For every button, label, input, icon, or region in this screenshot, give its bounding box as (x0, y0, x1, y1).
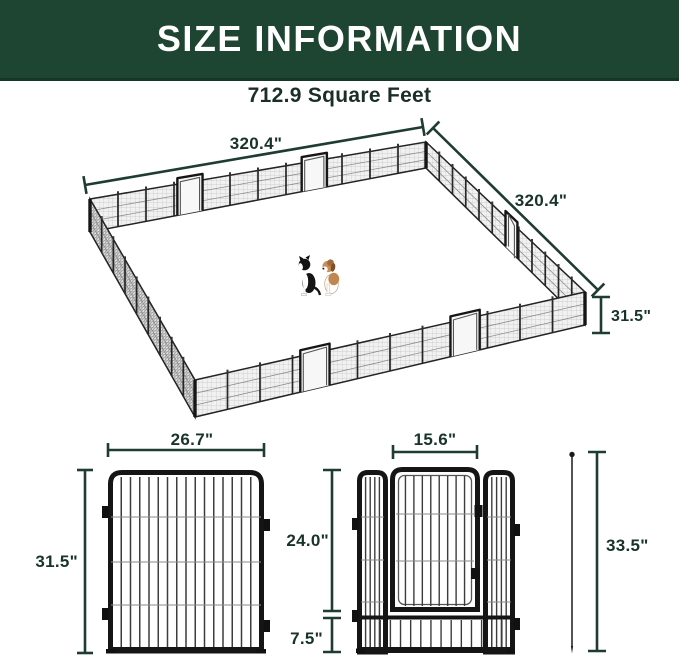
dim-door-width (393, 430, 477, 459)
dim-side-width (427, 122, 605, 297)
door-height-label: 24.0" (286, 531, 329, 550)
dim-door-height (286, 470, 341, 652)
dim-panel-height (35, 470, 93, 653)
door-width-label: 15.6" (413, 430, 457, 449)
ground-stake (569, 452, 574, 654)
dim-panel-width (108, 430, 264, 457)
stake-height-label: 33.5" (606, 536, 649, 555)
side-width-label: 320.4" (514, 191, 568, 210)
door-panel-diagram (286, 430, 648, 654)
door-bottom-gap-label: 7.5" (290, 629, 323, 648)
panel-height-label: 31.5" (35, 552, 78, 571)
area-title: 712.9 Square Feet (247, 84, 432, 107)
single-panel-diagram (35, 430, 270, 654)
fence-overview (83, 118, 651, 417)
dim-stake-height (588, 452, 649, 651)
dim-overview-height (592, 297, 651, 333)
dog-border-collie (298, 255, 320, 296)
panel-width-label: 26.7" (170, 430, 214, 449)
dog-beagle (322, 259, 339, 295)
back-width-label: 320.4" (229, 134, 283, 153)
page-title: SIZE INFORMATION (156, 18, 523, 59)
overview-height-label: 31.5" (611, 308, 652, 325)
